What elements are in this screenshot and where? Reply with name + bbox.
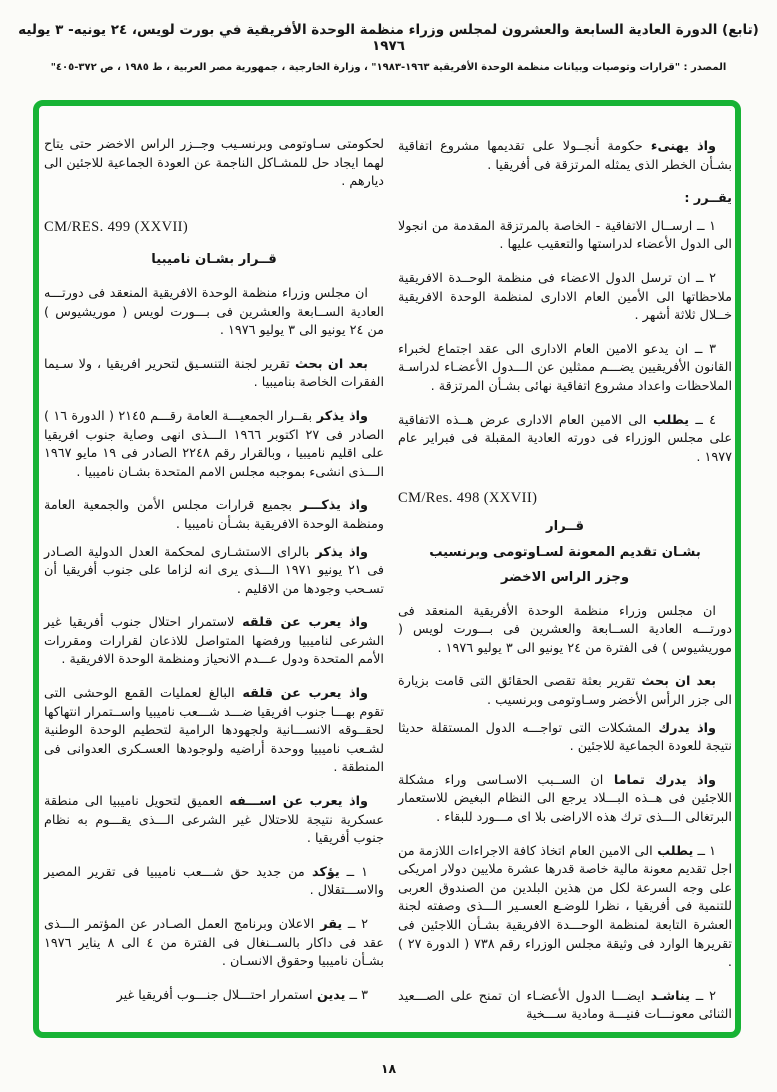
numbered-item: ٢ ــ ان ترسل الدول الاعضاء فى منظمة الوحــدة الافريقية ملاحظاتها الى الأمين العام الادارى لمنظمة الوحدة الافريقية خــلال ثلاثة أشهر . [398,270,732,324]
paragraph: لحكومتى سـاوتومى وبرنسـيب وجــزر الراس الاخضر حتى يتاح لهما ايجاد حل للمشـاكل الناجمة عن العودة الجماعية للاجئين الى ديارهم . [44,137,384,190]
paragraph: واذ يعرب عن قلقه لاستمرار احتلال جنوب أفريقيا غير الشرعى لناميبيا ورفضها المتواصل للاذعان لقرارات ومقررات الأمم المتحدة ودول عـــدم الانحياز ومنظمة الوحدة الافريقية . [44,615,384,668]
paragraph: بعد ان بحث تقرير بعثة تقصى الحقائق التى قامت بزيارة الى جزر الرأس الأخضر وسـاوتومى وبرنسيب . [398,674,732,709]
resolution-title: بشـان تقديم المعونة لسـاوتومى وبرنسيب [429,544,701,560]
numbered-item: ١ ــ يؤكد من جديد حق شـــعب ناميبيا فى تقرير المصير والاســـتقلال . [44,864,384,899]
paragraph: بعد ان بحث تقرير لجنة التنسـيق لتحرير افريقيا ، ولا سـيما الفقرات الخاصة بناميبيا . [44,356,384,391]
resolution-code-cm-res-499: CM/RES. 499 (XXVII) [44,218,189,235]
paragraph: واذ يذكـــر بجميع قرارات مجلس الأمن والجمعية العامة ومنظمة الوحدة الافريقية بشـأن ناميبيا . [44,498,384,532]
numbered-item: ٢ ــ يناشـد ايضـــا الدول الأعضـاء ان تمنح على الصـــعيد الثنائى معونـــات فنيـــة ومادية ســـخية [398,988,732,1023]
paragraph: ان مجلس وزراء منظمة الوحدة الافريقية المنعقد فى دورتـــه العادية الســابعة والعشرين فى بـــورت لويس ( موريشيوس ) من ٢٤ يونيو الى ٣ يوليو ١٩٧٦ . [44,285,384,339]
paragraph: واذ يذكر بالراى الاستشـارى لمحكمة العدل الدولية الصـادر فى ٢١ يونيو ١٩٧١ الـــذى يرى انه لزاما على جنوب أفريقيا أن تسـحب وجودها من الاقليم . [44,544,384,597]
resolution-code-cm-res-498: CM/Res. 498 (XXVII) [398,490,538,507]
numbered-item: ٣ ــ يدين استمرار احتـــلال جنـــوب أفريقيا غير [116,987,368,1003]
page-number: ١٨ [380,1061,397,1076]
page-header [0,22,777,73]
paragraph: واذ يذكر بقــرار الجمعيـــة العامة رقـــم ٢١٤٥ ( الدورة ١٦ ) الصادر فى ٢٧ اكتوبر ١٩٦٦ الـــذى انهى وصاية جنوب افريقيا على اقليم ناميبيا ، وبالقرار رقم ٢٢٤٨ الصادر فى ١٩ مايو ١٩٦٧ الـــذى انشىء بموجبه مجلس الامم المتحدة بشـان ناميبيا . [44,408,384,480]
paragraph: واذ يعرب عن اســـفه العميق لتحويل ناميبيا الى منطقة عسكرية نتيجة للاحتلال غير الشرعى الـــذى يقـــوم به نظام جنوب أفريقيا . [44,794,384,847]
source-citation: المصدر : "قرارات وتوصيات وبيانات منظمة الوحدة الأفريقية ١٩٦٣-١٩٨٣" ، وزارة الخارجية ، جمهورية مصر العربية ، ط ١٩٨٥ ، ص ٣٧٢-٤٠٥" [50,62,727,73]
column-left [44,136,384,1014]
numbered-item: ٤ ــ يطلب الى الامين العام الادارى عرض هــذه الاتفاقية على مجلس الوزراء فى دورته العادية المقبلة فى فبراير عام ١٩٧٧ . [398,412,732,465]
numbered-item: ٢ ــ يقر الاعلان وبرنامج العمل الصـادر عن المؤتمر الـــذى عقد فى داكار بالســنغال فى الفترة من ٤ الى ٨ يناير ١٩٧٦ بشـأن ناميبيا وحقوق الانسـان . [44,917,384,970]
paragraph: واذ يدرك تماما ان الســبب الاسـاسى وراء مشكلة اللاجئين فى هــذه البـــلاد يرجع الى النظام البغيض للاستعمار البرتغالى الـــذى ترك هذه الاراضى بلا اى مـــورد للبقاء . [398,772,732,826]
resolution-title: وجزر الراس الاخضر [500,570,630,586]
resolution-title: قــرار [546,518,584,534]
green-annotation-border [33,100,741,1038]
numbered-item: ١ ــ يطلب الى الامين العام اتخاذ كافة الاجراءات اللازمة من اجل تقديم معونة مالية خاصة قدرها عشرة ملايين دولار امريكى على وجه السرعة لكل من هذين البلدين من الصندوق العربى للتنمية فى أفريقيا ، نظرا للوضـع العسـير الـــذى وصفته لجنة العشرة التابعة لمنظمة الوحـــدة الافريقية بشـأن اللاجئين فى تقريرها الوارد فى وثيقة مجلس الوزراء رقم ٧٣٨ ( الدورة ٢٧ ) . [398,843,732,971]
paragraph: ان مجلس وزراء منظمة الوحدة الأفريقية المنعقد فى دورتـــه العادية الســابعة والعشرين فى بـــورت لويس ( موريشيوس ) فى الفترة من ٢٤ يونيو الى ٣ يوليو ١٩٧٦ . [398,603,732,656]
resolution-title: قــرار بشـان ناميبيا [151,252,277,268]
session-title: (تابع) الدورة العادية السابعة والعشرون لمجلس وزراء منظمة الوحدة الأفريقية في بورت لويس، ٢٤ يونيه- ٣ يوليه ١٩٧٦ [18,22,759,54]
numbered-item: ١ ــ ارســال الاتفاقية - الخاصة بالمرتزقة المقدمة من انجولا الى الدول الأعضاء لدراستها والتعقيب عليها . [398,218,732,253]
paragraph: واذ يدرك المشكلات التى تواجـــه الدول المستقلة حديثا نتيجة للعودة الجماعية للاجئين . [398,720,732,755]
paragraph: يقــرر : [684,191,732,207]
paragraph: واذ يهنىء حكومة أنجــولا على تقديمها مشروع اتفاقية بشـأن الخطر الذى يمثله المرتزقة فى أفريقيا . [398,139,732,173]
paragraph: واذ يعرب عن قلقه البالغ لعمليات القمع الوحشى التى تقوم بهـــا جنوب افريقيا ضـــد شـــعب ناميبيا واســتمرار انتهاكها لحقــوقه الانســـانية ولجهودها الرامية لتحطيم الوحدة الوطنية لشـعب ناميبيا ووحدة أراضيه ولوجودها العسـكرى العدوانى فى المنطقة . [44,686,384,776]
numbered-item: ٣ ــ ان يدعو الامين العام الادارى الى عقد اجتماع لخبراء القانون الأفريقيين يضـــم ممثلين عن الـــدول الأعضـاء لدراسـة الملاحظات واعداد مشروع اتفاقية نهائى بشـأن المرتزقة . [398,341,732,394]
column-right [398,138,732,1034]
